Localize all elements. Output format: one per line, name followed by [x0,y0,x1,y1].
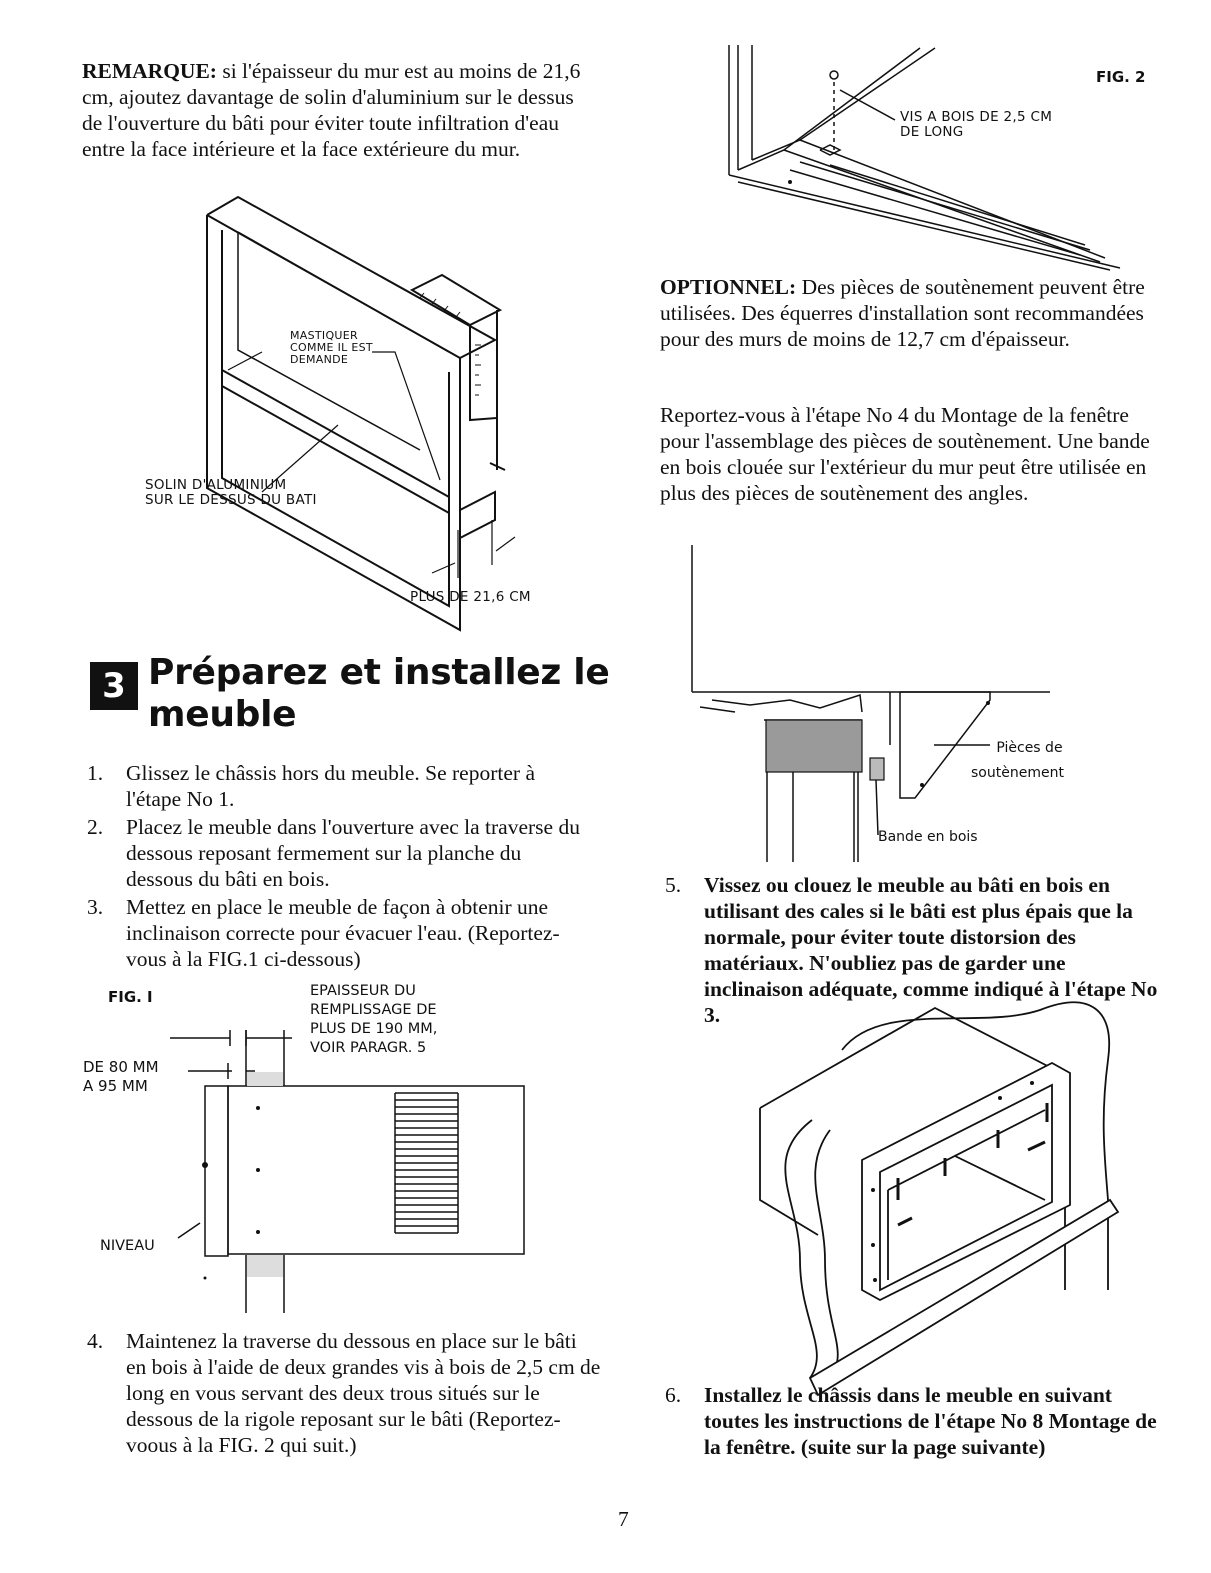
step-number: 2. [87,815,104,839]
flashing-line-1: SOLIN D'ALUMINIUM [145,477,287,493]
caulk-line-1: MASTIQUER [290,329,358,342]
supports-line-2: soutènement [971,765,1064,781]
wood-strip-caption: Bande en bois [878,829,978,845]
step-text: Glissez le châssis hors du meuble. Se reporter à l'étape No 1. [126,761,535,811]
page-number: 7 [618,1507,629,1531]
caulk-line-2: COMME IL EST [290,341,373,354]
thickness-line-2: REMPLISSAGE DE [310,1002,437,1018]
step-number: 3. [87,895,104,919]
step-text: Maintenez la traverse du dessous en place sur le bâti en bois à l'aide de deux grandes vis à bois de 2,5 cm de long en vous servant des deux trous situés sur le dessous de la rigole reposant sur le bâti (Reportez-voous à la FIG. 2 qui suit.) [126,1329,601,1457]
fig1-label: FIG. I [108,988,153,1006]
caulk-line-3: DEMANDE [290,353,349,366]
range-line-2: A 95 MM [83,1077,148,1095]
step6-list [660,1382,1160,1462]
supports-line-1: Pièces de [996,740,1063,756]
step-text: Mettez en place le meuble de façon à obtenir une inclinaison correcte pour évacuer l'eau. (Reportez-vous à la FIG.1 ci-dessous) [126,895,560,971]
screw-line-2: DE LONG [900,124,964,140]
thickness-line-3: PLUS DE 190 MM, [310,1021,438,1037]
section-title-line-1: Préparez et installez le [148,652,610,693]
step-number: 6. [665,1383,682,1407]
step-number: 5. [665,873,682,897]
screw-line-1: VIS A BOIS DE 2,5 CM [900,109,1053,125]
thickness-line-4: VOIR PARAGR. 5 [310,1040,427,1056]
step-text: Placez le meuble dans l'ouverture avec la traverse du dessous reposant fermement sur la planche du dessous du bâti en bois. [126,815,580,891]
flashing-line-2: SUR LE DESSUS DU BATI [145,492,317,508]
note-label: REMARQUE: [82,59,217,83]
dimension-caption: PLUS DE 21,6 CM [410,589,531,605]
section-title-line-2: meuble [148,694,297,735]
thickness-line-1: EPAISSEUR DU [310,983,416,999]
step-text: Installez le châssis dans le meuble en suivant toutes les instructions de l'étape No 8 Montage de la fenêtre. (suite sur la page suivante) [704,1383,1157,1459]
list-item [660,1382,1160,1460]
range-line-1: DE 80 MM [83,1058,159,1076]
note-text: si l'épaisseur du mur est au moins de 21,6 cm, ajoutez davantage de solin d'aluminium sur le dessus de l'ouverture du bâti pour éviter toute infiltration d'eau entre la face intérieure et la face extérieure du mur. [82,59,581,161]
section-number-box: 3 [90,662,138,710]
optional-text: Des pièces de soutènement peuvent être utilisées. Des équerres d'installation sont recommandées pour des murs de moins de 12,7 cm d'épaisseur. [660,275,1145,351]
level-caption: NIVEAU [100,1238,155,1254]
step-number: 4. [87,1329,104,1353]
reference-paragraph: Reportez-vous à l'étape No 4 du Montage de la fenêtre pour l'assemblage des pièces de soutènement. Une bande en bois clouée sur l'extérieur du mur peut être utilisée en plus des pièces de soutènement des angles. [660,403,1150,505]
optional-label: OPTIONNEL: [660,275,797,299]
step-number: 1. [87,761,104,785]
step-text: Vissez ou clouez le meuble au bâti en bois en utilisant des cales si le bâti est plus épais que la normale, pour éviter toute distorsion des matériaux. N'oubliez pas de garder une inclinaison adéquate, comme indiqué à l'étape No 3. [704,873,1158,1027]
fig2-label: FIG. 2 [1096,68,1146,86]
